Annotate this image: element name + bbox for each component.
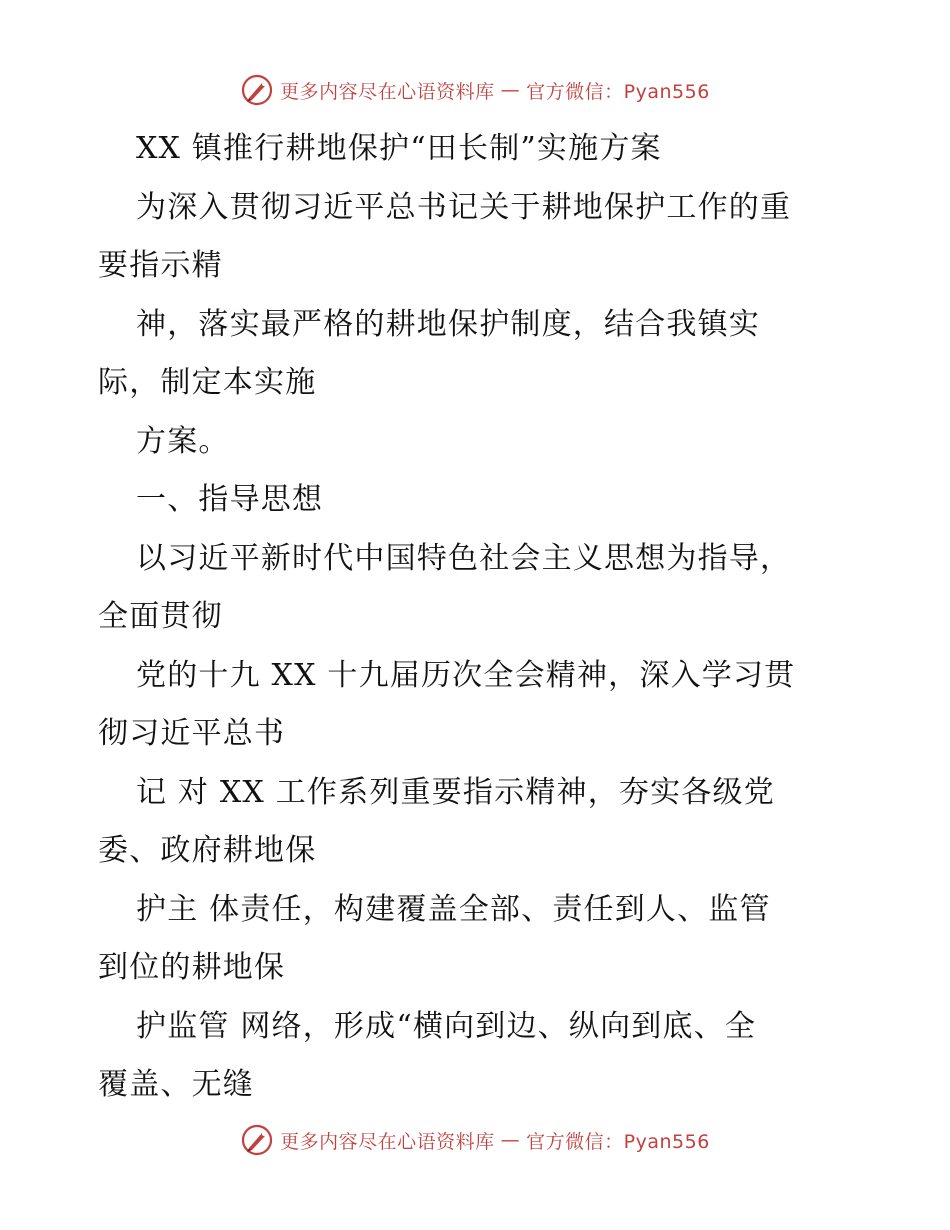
document-title: XX 镇推行耕地保护“田长制”实施方案: [136, 131, 662, 166]
text-line: 覆盖、无缝: [98, 1067, 254, 1102]
text-line: 全面贯彻: [98, 599, 223, 634]
text-line: 以习近平新时代中国特色社会主义思想为指导，: [136, 540, 792, 576]
text-line: 要指示精: [98, 248, 223, 283]
text-line: 方案。: [136, 423, 230, 459]
text-line: 委、政府耕地保: [98, 833, 317, 868]
banner-wechat: 官方微信：Pyan556: [526, 1130, 710, 1153]
text-line: 记 对 XX 工作系列重要指示精神，夯实各级党: [136, 774, 775, 810]
text-line: 护监管 网络，形成“横向到边、纵向到底、全: [136, 1008, 757, 1044]
text-line: 彻习近平总书: [98, 716, 286, 751]
text-line: 党的十九 XX 十九届历次全会精神，深入学习贯: [136, 657, 796, 693]
header-banner: [0, 70, 950, 110]
pen-logo-icon: [240, 73, 274, 107]
banner-separator: —: [500, 1129, 521, 1151]
document-body: [98, 120, 858, 1115]
text-line: 护主 体责任，构建覆盖全部、责任到人、监管: [136, 891, 771, 927]
pen-logo-icon: [240, 1123, 274, 1157]
text-line: 际，制定本实施: [98, 365, 317, 400]
section-heading: 一、指导思想: [136, 482, 324, 517]
banner-wechat: 官方微信：Pyan556: [526, 80, 710, 103]
banner-tagline: 更多内容尽在心语资料库: [280, 80, 495, 103]
banner-tagline: 更多内容尽在心语资料库: [280, 1130, 495, 1153]
text-line: 到位的耕地保: [98, 950, 286, 985]
text-line: 神，落实最严格的耕地保护制度，结合我镇实: [136, 306, 760, 342]
text-line: 为深入贯彻习近平总书记关于耕地保护工作的重: [136, 189, 792, 225]
banner-separator: —: [500, 79, 521, 101]
footer-banner: [0, 1120, 950, 1160]
